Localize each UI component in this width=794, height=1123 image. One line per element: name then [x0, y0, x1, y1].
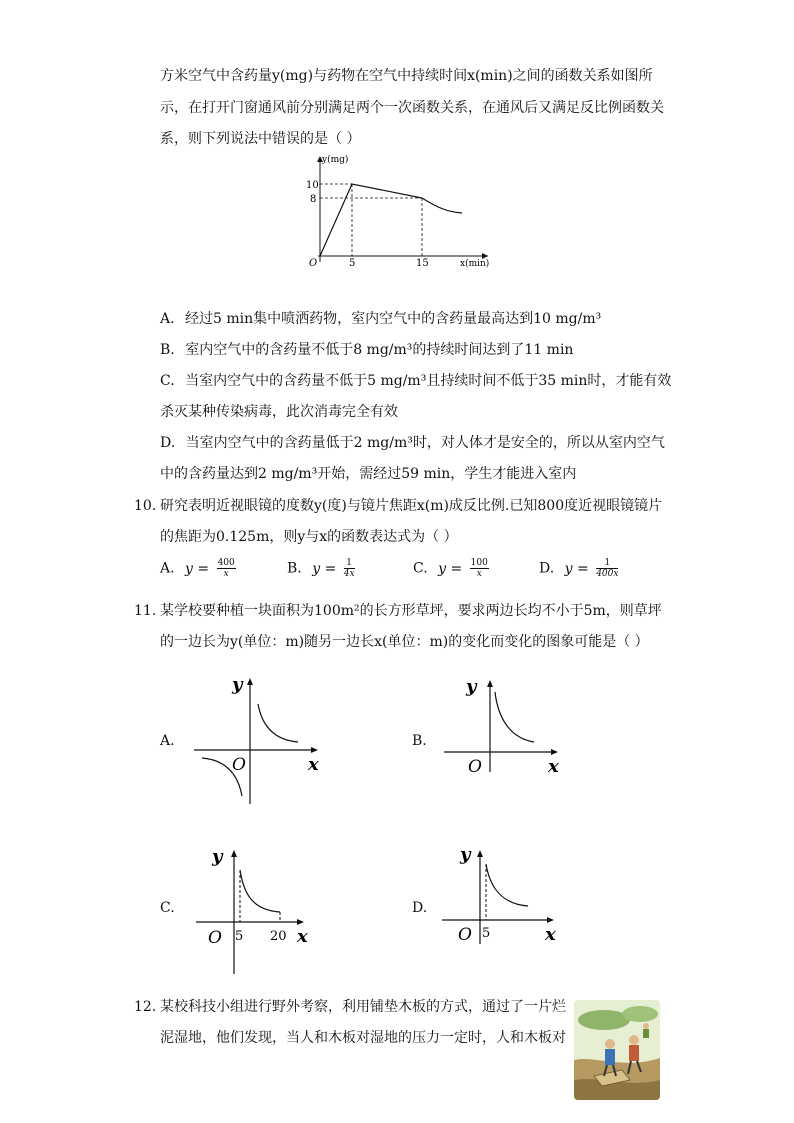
q11-a-y-label: y [232, 674, 243, 695]
q10-option-b-prefix: y = [312, 560, 337, 577]
q11-graph-a [190, 668, 330, 808]
q11-c-y-label: y [212, 846, 223, 867]
q10-option-d-denominator: 400x [596, 569, 619, 579]
q10-option-a[interactable] [160, 558, 236, 579]
q10-option-d-prefix: y = [564, 560, 589, 577]
q9-option-a[interactable] [160, 309, 601, 329]
q11-option-c-label[interactable]: C. [160, 900, 175, 916]
q10-option-a-denominator: x [223, 569, 229, 579]
q10-option-c-label: C. [413, 560, 428, 577]
q9-option-a-text: 经过5 min集中喷洒药物，室内空气中的含药量最高达到10 mg/m³ [185, 311, 602, 327]
q9-linear-segments [320, 184, 422, 256]
q10-option-d-label: D. [539, 560, 555, 577]
q9-option-b-label: B. [160, 342, 175, 358]
q10-option-b-label: B. [287, 560, 302, 577]
q10-option-c[interactable] [413, 558, 489, 579]
q11-number: 11. [134, 603, 157, 619]
wetland-illustration [574, 1000, 660, 1100]
q11-c-curve [240, 870, 280, 912]
q12-stem-line-2: 泥湿地，他们发现，当人和木板对湿地的压力一定时，人和木板对 [160, 1030, 566, 1046]
q9-x-tick-5: 5 [349, 258, 356, 269]
q9-option-d[interactable] [160, 433, 665, 453]
q9-option-c-label: C. [160, 373, 175, 389]
q9-x-axis-label: x(min) [460, 259, 490, 269]
q9-x-tick-15: 15 [416, 258, 429, 269]
q9-option-c[interactable] [160, 371, 671, 391]
q11-graph-b [440, 668, 570, 778]
q9-option-b[interactable] [160, 340, 573, 360]
q9-option-a-label: A. [160, 311, 175, 327]
q9-y-axis-label: y(mg) [322, 155, 349, 165]
q11-option-a-label[interactable]: A. [160, 733, 175, 749]
q11-c-x-label: x [297, 926, 308, 947]
q10-option-a-label: A. [160, 560, 175, 577]
q9-option-d-text-1: 当室内空气中的含药量低于2 mg/m³时，对人体才是安全的，所以从室内空气 [185, 435, 665, 451]
q11-a-curve-positive [258, 704, 298, 742]
q11-c-origin: O [208, 928, 222, 948]
q9-option-d-label: D. [160, 435, 176, 451]
q9-concentration-graph [300, 152, 500, 272]
q11-d-tick-5: 5 [482, 926, 491, 941]
q11-d-origin: O [458, 925, 472, 945]
q11-d-y-label: y [460, 844, 471, 865]
q11-d-x-label: x [545, 924, 556, 945]
q10-option-b-numerator: 1 [344, 558, 355, 569]
q11-c-tick-5: 5 [235, 929, 244, 944]
q12-stem-line-1: 某校科技小组进行野外考察，利用铺垫木板的方式，通过了一片烂 [160, 999, 566, 1015]
q11-option-b-label[interactable]: B. [412, 733, 427, 749]
q11-graph-d [440, 840, 570, 950]
q11-option-d-label[interactable]: D. [412, 900, 428, 916]
q11-c-tick-20: 20 [270, 929, 287, 944]
q11-stem-line-1: 某学校要种植一块面积为100m²的长方形草坪，要求两边长均不小于5m，则草坪 [160, 603, 662, 619]
q10-option-b[interactable] [287, 558, 355, 579]
q11-a-x-label: x [308, 754, 319, 775]
q12-number: 12. [134, 999, 157, 1015]
q9-stem-line-2: 示，在打开门窗通风前分别满足两个一次函数关系，在通风后又满足反比例函数关 [160, 100, 664, 116]
q10-option-d-numerator: 1 [596, 558, 618, 569]
wetland-illustration-art [574, 1000, 660, 1100]
q10-option-b-denominator: 4x [343, 569, 355, 579]
q9-option-b-text: 室内空气中的含药量不低于8 mg/m³的持续时间达到了11 min [185, 342, 574, 358]
q9-inverse-curve [422, 198, 462, 213]
q9-y-tick-10: 10 [306, 180, 319, 191]
q11-d-curve [486, 864, 528, 906]
q10-option-d[interactable] [539, 558, 618, 579]
q9-stem-line-1: 方米空气中含药量y(mg)与药物在空气中持续时间x(min)之间的函数关系如图所 [160, 68, 653, 84]
q11-b-origin: O [468, 757, 482, 777]
q11-b-y-label: y [466, 676, 477, 697]
q10-option-c-numerator: 100 [470, 558, 488, 568]
q9-option-d-text-2: 中的含药量达到2 mg/m³开始，需经过59 min，学生才能进入室内 [160, 466, 577, 482]
q10-option-a-numerator: 400 [217, 558, 235, 568]
q9-origin-label: O [309, 258, 318, 269]
q11-graph-c [194, 840, 324, 980]
q10-number: 10. [134, 498, 157, 514]
q9-option-c-text-1: 当室内空气中的含药量不低于5 mg/m³且持续时间不低于35 min时，才能有效 [185, 373, 672, 389]
q10-option-a-prefix: y = [185, 560, 210, 577]
q11-b-curve [495, 692, 534, 742]
q10-option-c-denominator: x [476, 569, 482, 579]
q10-option-c-prefix: y = [438, 560, 463, 577]
q10-stem-line-1: 研究表明近视眼镜的度数y(度)与镜片焦距x(m)成反比例.已知800度近视眼镜镜片 [160, 498, 663, 514]
q11-stem-line-2: 的一边长为y(单位：m)随另一边长x(单位：m)的变化而变化的图象可能是（ ） [160, 634, 649, 650]
q11-b-x-label: x [548, 756, 559, 777]
q9-y-tick-8: 8 [310, 194, 317, 205]
q10-stem-line-2: 的焦距为0.125m，则y与x的函数表达式为（ ） [160, 529, 458, 545]
q11-a-origin: O [232, 755, 246, 775]
q9-option-c-text-2: 杀灭某种传染病毒，此次消毒完全有效 [160, 404, 398, 420]
q9-stem-line-3: 系，则下列说法中错误的是（ ） [160, 131, 361, 147]
